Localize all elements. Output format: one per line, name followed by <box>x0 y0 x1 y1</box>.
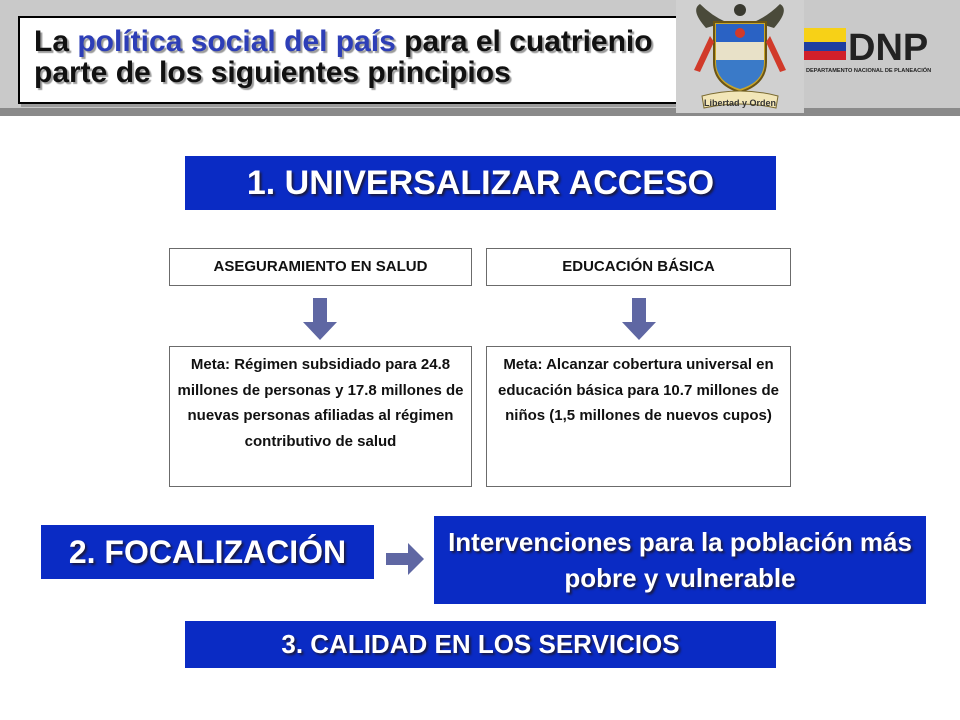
health-goal-box: Meta: Régimen subsidiado para 24.8 millones de personas y 17.8 millones de nuevas personas afiliadas al régimen contributivo de salud <box>169 346 472 487</box>
vulnerable-population-banner: Intervenciones para la población más pobre y vulnerable <box>434 516 926 604</box>
health-insurance-heading: ASEGURAMIENTO EN SALUD <box>169 248 472 286</box>
header-divider <box>0 108 960 116</box>
down-arrow-icon <box>303 298 337 340</box>
title-box <box>18 16 678 104</box>
education-goal-box: Meta: Alcanzar cobertura universal en educación básica para 10.7 millones de niños (1,5 millones de nuevos cupos) <box>486 346 791 487</box>
crest-caption: Libertad y Orden <box>703 98 777 108</box>
logo-text: DNP <box>848 27 929 69</box>
title-part1: La <box>34 25 78 58</box>
crest-box <box>676 0 804 113</box>
dnp-logo <box>804 20 954 90</box>
principle-3-banner: 3. CALIDAD EN LOS SERVICIOS <box>185 621 776 668</box>
logo-subtext: DEPARTAMENTO NACIONAL DE PLANEACIÓN <box>806 68 932 74</box>
page-title <box>34 26 674 88</box>
principle-2-banner: 2. FOCALIZACIÓN <box>41 525 374 579</box>
title-accent: política social del país <box>77 25 396 58</box>
right-arrow-icon <box>386 543 424 575</box>
colombia-coat-of-arms-icon <box>676 0 804 113</box>
dnp-logo-icon <box>804 20 954 90</box>
basic-education-heading: EDUCACIÓN BÁSICA <box>486 248 791 286</box>
down-arrow-icon <box>622 298 656 340</box>
title-part2: para el cuatrienio parte de los siguientes principios <box>34 25 653 89</box>
principle-1-banner: 1. UNIVERSALIZAR ACCESO <box>185 156 776 210</box>
